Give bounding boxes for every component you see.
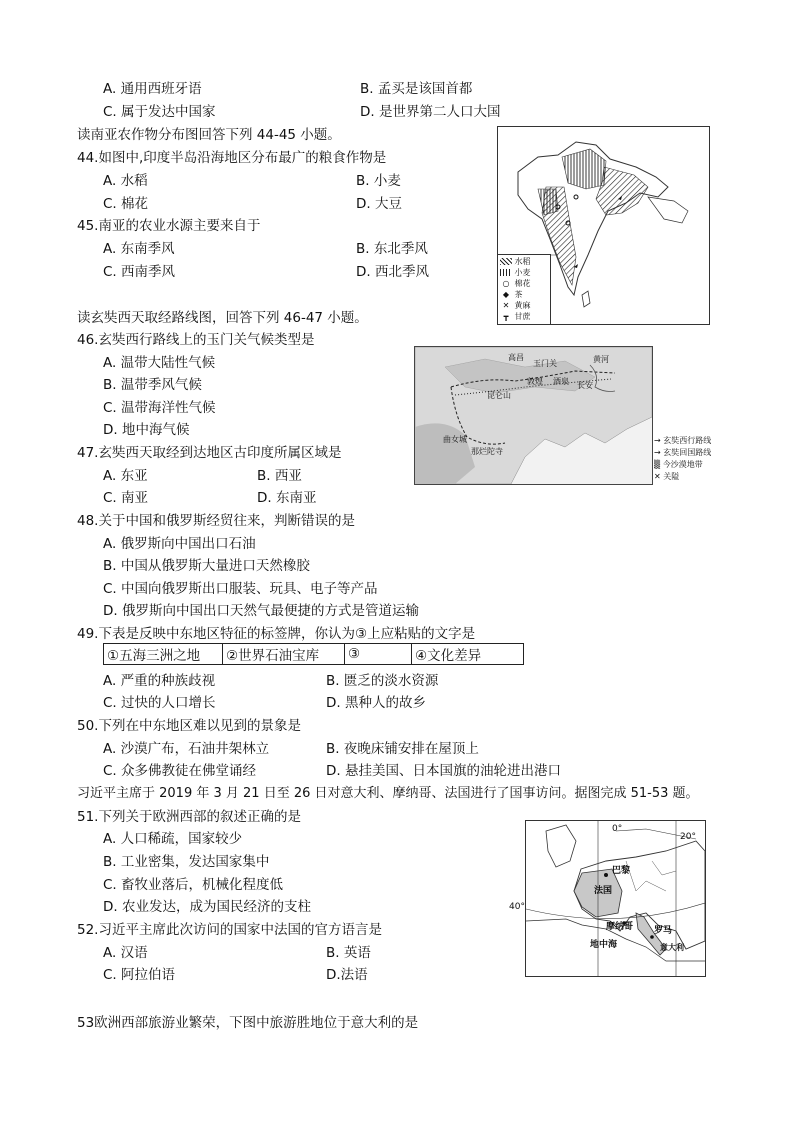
sugarcane-icon: ┳ [503, 312, 509, 321]
q49-table-row [104, 644, 524, 665]
q47-option-b: B. 西亚 [257, 468, 302, 484]
place-qunucheng: 曲女城 [443, 435, 467, 444]
q48-option-b: B. 中国从俄罗斯大量进口天然橡胶 [103, 558, 310, 574]
q52-option-d: D.法语 [326, 967, 368, 983]
map-label-0deg: 0° [612, 824, 623, 834]
q48-option-d: D. 俄罗斯向中国出口天然气最便捷的方式是管道运输 [103, 603, 419, 619]
q51-option-c: C. 畜牧业落后，机械化程度低 [103, 877, 284, 893]
q50-option-a: A. 沙漠广布，石油井架林立 [103, 741, 270, 757]
q49-cell-1: ①五海三洲之地 [104, 644, 223, 665]
place-changan: 长安 [577, 381, 593, 390]
q46-option-c: C. 温带海洋性气候 [103, 400, 216, 416]
q44-option-a: A. 水稻 [103, 173, 148, 189]
legend-desert: ▒ 今沙漠地带 [654, 460, 703, 469]
legend-return-label: 玄奘回国路线 [663, 448, 712, 457]
place-huanghe: 黄河 [593, 355, 609, 364]
jute-icon: ✕ [502, 301, 510, 310]
legend-pass: ✕ 关隘 [654, 472, 680, 481]
place-nalanduo: 那烂陀寺 [471, 447, 503, 456]
q43-option-c: C. 属于发达中国家 [103, 104, 216, 120]
legend-jute: 黄麻 [514, 301, 531, 310]
q51-stem: 51.下列关于欧洲西部的叙述正确的是 [77, 809, 301, 825]
q48-stem: 48.关于中国和俄罗斯经贸往来，判断错误的是 [77, 513, 355, 529]
legend-cotton: 棉花 [514, 279, 531, 288]
map-label-40deg: 40° [509, 902, 525, 912]
q49-option-d: D. 黑种人的故乡 [326, 695, 426, 711]
q49-option-a: A. 严重的种族歧视 [103, 673, 216, 689]
legend-rice: 水稻 [514, 257, 531, 266]
q49-option-c: C. 过快的人口增长 [103, 695, 216, 711]
q48-option-c: C. 中国向俄罗斯出口服装、玩具、电子等产品 [103, 581, 378, 597]
q49-label-table [103, 643, 524, 665]
q49-cell-3: ③ [345, 644, 412, 665]
q43-option-b: B. 孟买是该国首都 [360, 81, 473, 97]
q46-option-b: B. 温带季风气候 [103, 377, 202, 393]
q47-option-a: A. 东亚 [103, 468, 148, 484]
map-label-monaco: 摩纳哥 [606, 922, 634, 932]
cotton-icon: ○ [502, 279, 510, 288]
place-dunhuang: 敦煌 [527, 377, 543, 386]
q52-option-c: C. 阿拉伯语 [103, 967, 176, 983]
map-label-rome: 罗马 [654, 926, 673, 936]
q43-option-a: A. 通用西班牙语 [103, 81, 202, 97]
south-asia-legend [498, 254, 551, 325]
place-jiuquan: 酒泉 [553, 377, 569, 386]
q52-option-b: B. 英语 [326, 945, 371, 961]
q44-option-d: D. 大豆 [356, 196, 402, 212]
q50-option-d: D. 悬挂美国、日本国旗的油轮进出港口 [326, 763, 561, 779]
xuanzang-route-map [414, 346, 653, 485]
q50-option-c: C. 众多佛教徒在佛堂诵经 [103, 763, 257, 779]
legend-tea: 茶 [514, 290, 523, 299]
q53-stem: 53欧洲西部旅游业繁荣，下图中旅游胜地位于意大利的是 [77, 1015, 419, 1031]
wheat-swatch [500, 269, 512, 276]
q45-stem: 45.南亚的农业水源主要来自于 [77, 218, 261, 234]
intro-51-53: 习近平主席于 2019 年 3 月 21 日至 26 日对意大利、摩纳哥、法国进行了国事访问。据图完成 51-53 题。 [77, 786, 699, 801]
map-label-france: 法国 [594, 886, 613, 896]
legend-westward: → 玄奘西行路线 [654, 436, 712, 445]
q51-option-d: D. 农业发达，成为国民经济的支柱 [103, 899, 311, 915]
q51-option-b: B. 工业密集，发达国家集中 [103, 854, 270, 870]
europe-map-graphic [526, 821, 705, 976]
q46-stem: 46.玄奘西行路线上的玉门关气候类型是 [77, 332, 315, 348]
place-kunlun: 昆仑山 [487, 391, 511, 400]
map-label-italy: 意大利 [660, 943, 684, 952]
q45-option-c: C. 西南季风 [103, 264, 176, 280]
q46-option-d: D. 地中海气候 [103, 422, 190, 438]
q52-option-a: A. 汉语 [103, 945, 148, 961]
map-label-20deg: 20° [680, 832, 696, 842]
q52-stem: 52.习近平主席此次访问的国家中法国的官方语言是 [77, 922, 382, 938]
q51-option-a: A. 人口稀疏，国家较少 [103, 831, 243, 847]
q47-stem: 47.玄奘西天取经到达地区古印度所属区域是 [77, 445, 342, 461]
q44-option-b: B. 小麦 [356, 173, 401, 189]
q48-option-a: A. 俄罗斯向中国出口石油 [103, 536, 256, 552]
south-asia-crop-map [497, 126, 710, 325]
rice-swatch [500, 258, 512, 265]
q45-option-b: B. 东北季风 [356, 241, 428, 257]
map-label-paris: 巴黎 [612, 866, 631, 876]
q50-option-b: B. 夜晚床铺安排在屋顶上 [326, 741, 479, 757]
q49-cell-2: ②世界石油宝库 [223, 644, 345, 665]
q50-stem: 50.下列在中东地区难以见到的景象是 [77, 718, 301, 734]
q45-option-d: D. 西北季风 [356, 264, 429, 280]
q49-stem: 49.下表是反映中东地区特征的标签牌，你认为③上应粘贴的文字是 [77, 626, 476, 642]
legend-wheat: 小麦 [514, 268, 531, 277]
intro-46-47: 读玄奘西天取经路线图，回答下列 46-47 小题。 [77, 310, 368, 326]
q49-option-b: B. 匮乏的淡水资源 [326, 673, 439, 689]
place-gaochang: 高昌 [508, 353, 524, 362]
legend-sugarcane: 甘蔗 [514, 312, 531, 321]
q45-option-a: A. 东南季风 [103, 241, 175, 257]
intro-44-45: 读南亚农作物分布图回答下列 44-45 小题。 [77, 127, 341, 143]
q44-option-c: C. 棉花 [103, 196, 149, 212]
legend-desert-label: 今沙漠地带 [662, 460, 703, 469]
q49-cell-4: ④文化差异 [412, 644, 524, 665]
map-label-mediterranean: 地中海 [590, 940, 618, 950]
western-europe-map [525, 820, 706, 977]
q43-option-d: D. 是世界第二人口大国 [360, 104, 501, 120]
legend-pass-label: 关隘 [663, 472, 680, 481]
q47-option-c: C. 南亚 [103, 490, 149, 506]
tea-icon: ◆ [502, 290, 510, 299]
q47-option-d: D. 东南亚 [257, 490, 317, 506]
q44-stem: 44.如图中,印度半岛沿海地区分布最广的粮食作物是 [77, 150, 387, 166]
q46-option-a: A. 温带大陆性气候 [103, 355, 216, 371]
legend-westward-label: 玄奘西行路线 [663, 436, 712, 445]
legend-return: → 玄奘回国路线 [654, 448, 712, 457]
place-yumenguan: 玉门关 [533, 359, 557, 368]
